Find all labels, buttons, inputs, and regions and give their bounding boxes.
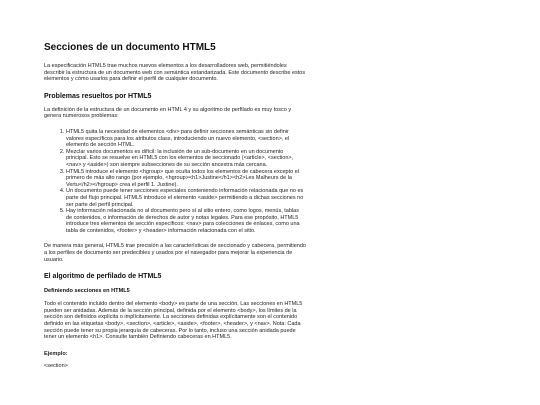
document-content [44, 42, 306, 369]
list-item: 5. Hay información relacionada no al documento pero sí al sitio entero, como logos, menús, tablas de contenidos, o información de derechos de autor y notas legales. Para ese propósito, HTML5 introduce tres elementos de sección específicos: <nav> para colecciones de enlaces, como una tabla de contenidos, <footer> y <header> información relacionada con el sitio. [66, 208, 306, 234]
algorithm-subheading: Definiendo secciones en HTML5 [44, 288, 130, 295]
algorithm-body: Todo el contenido incluido dentro del elemento <body> es parte de una sección. Las secciones en HTML5 pueden ser anidadas. Además de la sección principal, definida por el elemento <body>, los límites de la sección son definidos explícita o implícitamente. La secciones definidas explícitamente son el contenido definido en las etiquetas <body>, <section>, <article>, <aside>, <footer>, <header>, y <nav>. Nota: Cada sección puede tener su propia jerarquía de cabeceras. Por lo tanto, incluso una sección anidada puede tener un elemento <h1>. Consulte también Definiendo cabeceras en HTML5. [44, 301, 303, 341]
list-item: 2. Mezclar varios documentos es difícil: la inclusión de un sub-documento en un documento principal. Esto se resuelve en HTML5 con los elementos de seccionado (<article>, <section>, <nav> y <aside>) son siempre subsecciones de su sección ancestra más cercana. [66, 149, 306, 169]
list-item: 4. Un documento puede tener secciones especiales conteniendo información relacionada que no es parte del flujo principal. HTML5 introduce el elemento <aside> permitiendo a dichas secciones no ser parte del perfil principal. [66, 188, 306, 208]
problems-outro: De manera más general, HTML5 trae precisión a las características de seccionado y cabecera, permitiendo a los perfiles de documento ser predecibles y usados por el navegador para mejorar la experiencia de usuario. [44, 243, 306, 263]
problems-list [44, 129, 306, 235]
problems-heading: Problemas resueltos por HTML5 [44, 92, 152, 100]
algorithm-heading: El algoritmo de perfilado de HTML5 [44, 273, 162, 281]
problems-intro: La definición de la estructura de un documento en HTML 4 y su algoritmo de perfilado es muy tosco y genera numerosos problemas: [44, 106, 292, 120]
example-label: Ejemplo: [44, 350, 68, 357]
intro-paragraph: La especificación HTML5 trae muchos nuevos elementos a los desarrolladores web, permitiéndoles describir la estructura de un documento web con semántica estandarizada. Este documento describe estos elementos y cómo usarlos para definir el perfil de cualquier documento. [44, 63, 306, 83]
code-line: <section> [44, 362, 68, 369]
list-item: 3. HTML5 introduce el elemento <hgroup> que oculta todos los elementos de cabecera excepto el primero de más alto rango (por ejemplo, <hgroup><h1>Justine</h1><h2>Les Malheurs de la Vertu</h2></hgroup> crea el perfil 1. Justine). [66, 169, 306, 189]
list-item: 1. HTML5 quita la necesidad de elementos <div> para definir secciones semánticas sin definir valores específicos para los atributos class, introduciendo un nuevo elemento, <section>, el elemento de sección HTML. [66, 129, 306, 149]
page-title: Secciones de un documento HTML5 [44, 42, 216, 53]
